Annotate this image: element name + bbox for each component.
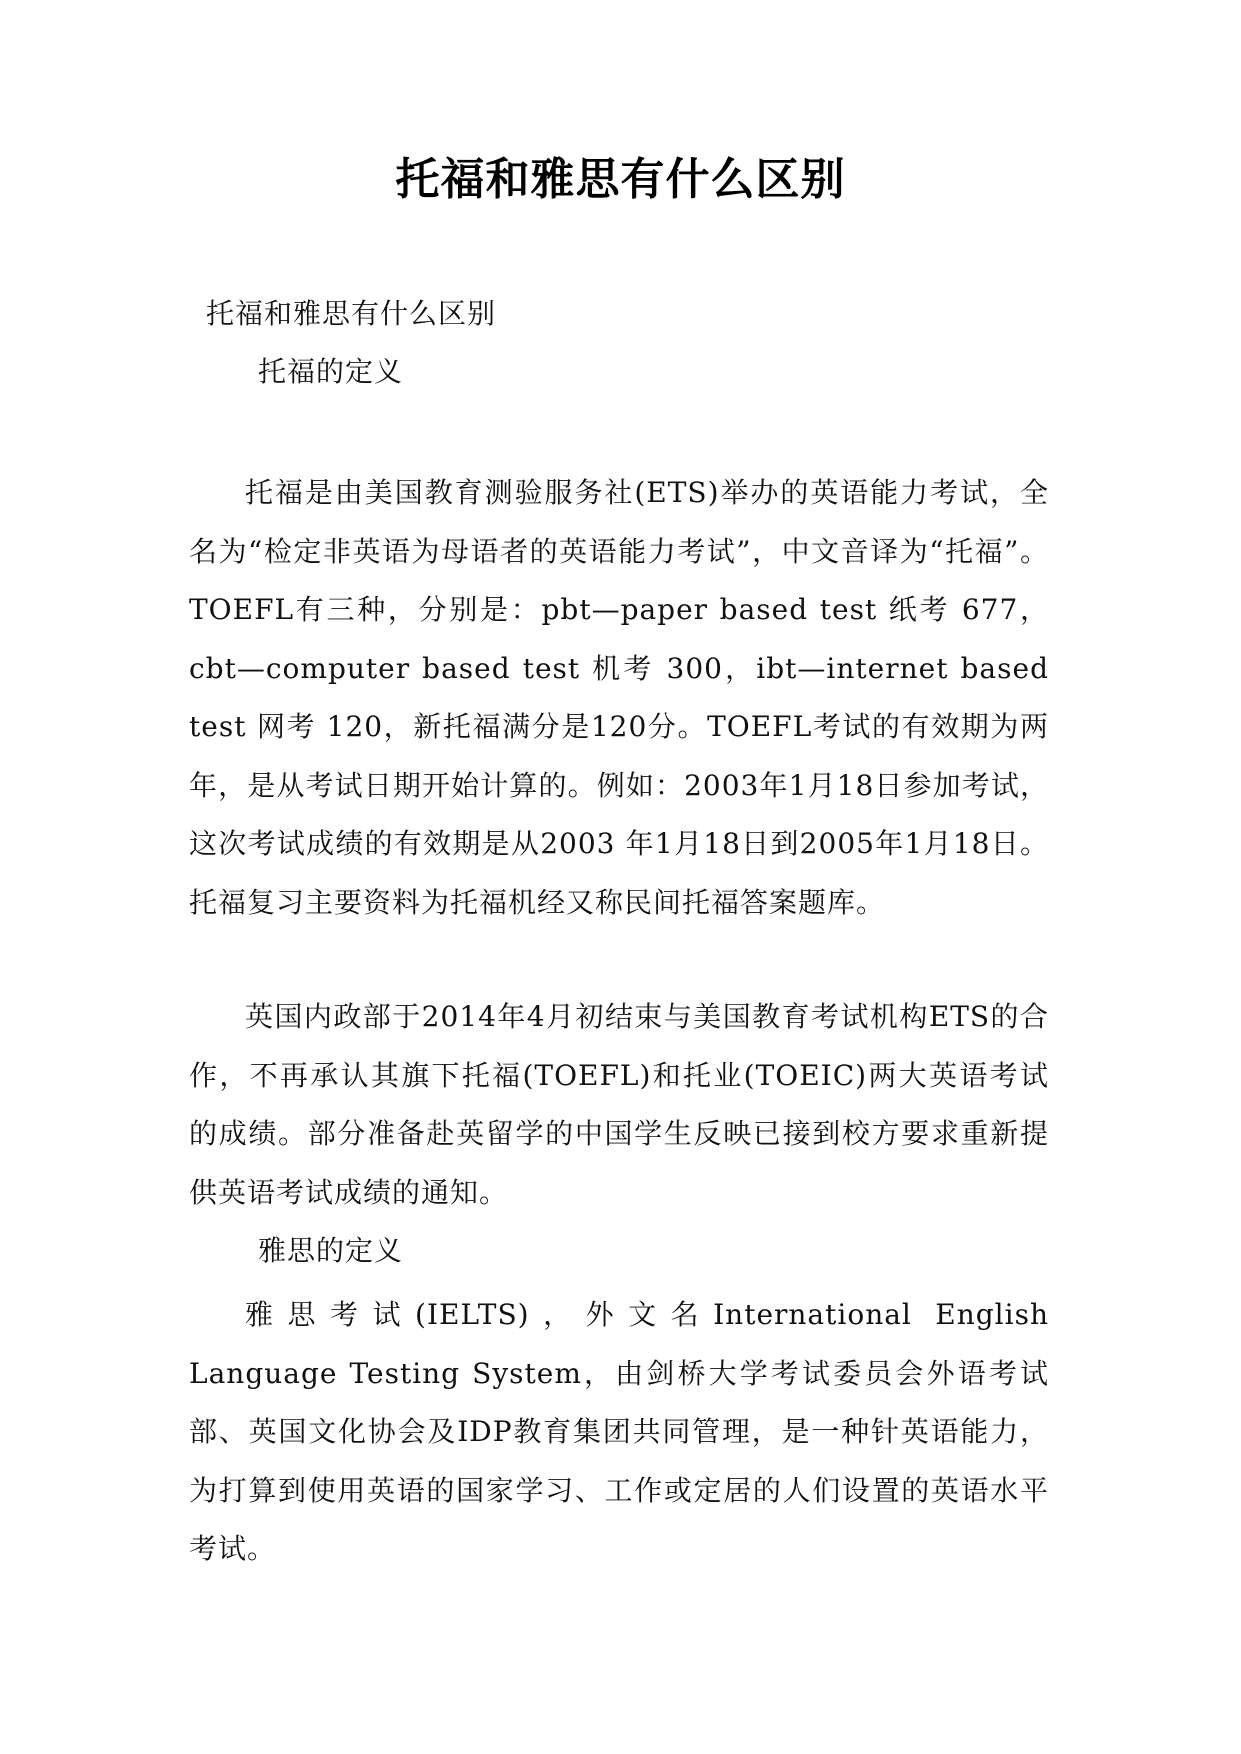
document-subtitle: 托福和雅思有什么区别 <box>206 297 497 330</box>
ielts-definition-heading: 雅思的定义 <box>258 1234 404 1267</box>
ielts-definition-paragraph: 雅思考试(IELTS)，外文名International English Language Testing System，由剑桥大学考试委员会外语考试部、英国文化协会及IDP教育集团共同管理，是一种针英语能力，为打算到使用英语的国家学习、工作或定居的人们设置的英语水平考试。 <box>189 1298 1049 1565</box>
toefl-definition-paragraph: 托福是由美国教育测验服务社(ETS)举办的英语能力考试，全名为“检定非英语为母语者的英语能力考试”，中文音译为“托福”。TOEFL有三种，分别是：pbt—paper based test 纸考 677，cbt—computer based test 机考 300，ibt—internet based test 网考 120，新托福满分是120分。TOEFL考试的有效期为两年，是从考试日期开始计算的。例如：2003年1月18日参加考试，这次考试成绩的有效期是从2003 年1月18日到2005年1月18日。托福复习主要资料为托福机经又称民间托福答案题库。 <box>189 476 1049 919</box>
document-title: 托福和雅思有什么区别 <box>395 154 846 205</box>
toefl-definition-heading: 托福的定义 <box>258 355 404 388</box>
toefl-uk-policy-paragraph: 英国内政部于2014年4月初结束与美国教育考试机构ETS的合作，不再承认其旗下托福(TOEFL)和托业(TOEIC)两大英语考试的成绩。部分准备赴英留学的中国学生反映已接到校方要求重新提供英语考试成绩的通知。 <box>189 1000 1049 1209</box>
